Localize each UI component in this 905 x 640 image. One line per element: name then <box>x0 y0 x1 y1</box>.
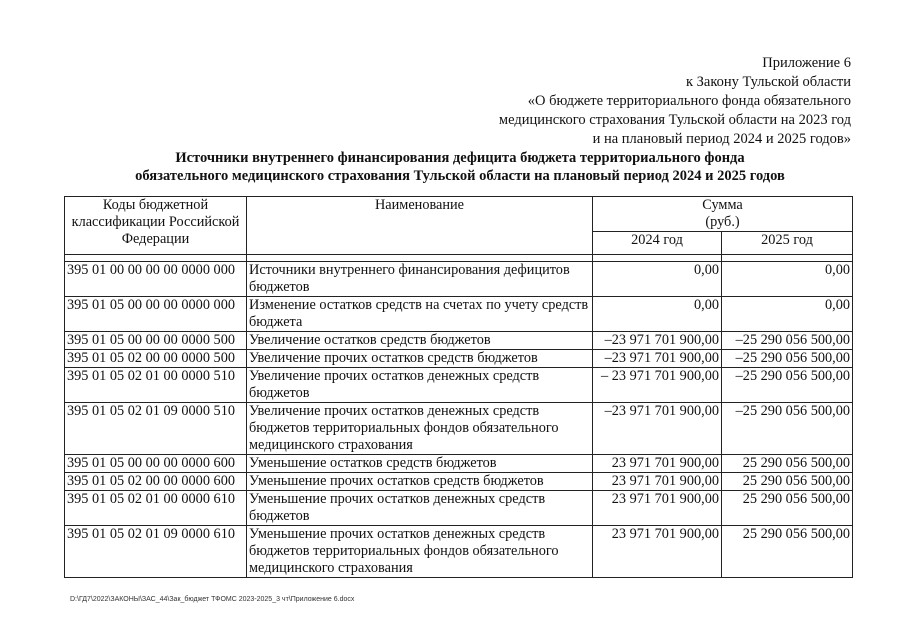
table-row <box>65 297 853 332</box>
financing-sources-table <box>64 196 853 578</box>
row-amount-2025: 25 290 056 500,00 <box>722 473 853 491</box>
spacer-cell <box>65 255 247 262</box>
appendix-line: и на плановый период 2024 и 2025 годов» <box>592 131 851 147</box>
row-amount-2025: –25 290 056 500,00 <box>722 368 853 403</box>
row-name: Увеличение остатков средств бюджетов <box>247 332 593 350</box>
row-amount-2024: 23 971 701 900,00 <box>593 473 722 491</box>
row-code: 395 01 05 02 01 09 0000 510 <box>65 403 247 455</box>
row-amount-2024: 23 971 701 900,00 <box>593 455 722 473</box>
row-amount-2025: –25 290 056 500,00 <box>722 403 853 455</box>
row-name: Увеличение прочих остатков денежных средств бюджетов территориальных фондов обязательного медицинского страхования <box>247 403 593 455</box>
table-row <box>65 262 853 297</box>
row-code: 395 01 05 00 00 00 0000 000 <box>65 297 247 332</box>
row-code: 395 01 05 02 00 00 0000 500 <box>65 350 247 368</box>
table-row <box>65 526 853 578</box>
row-code: 395 01 00 00 00 00 0000 000 <box>65 262 247 297</box>
row-amount-2024: –23 971 701 900,00 <box>593 350 722 368</box>
header-year-2025: 2025 год <box>722 232 853 255</box>
file-path-footer: D:\ГД7\2022\ЗАКОНЫ\ЗАС_44\Зак_бюджет ТФОМС 2023-2025_3 чт\Приложение 6.docx <box>70 596 355 603</box>
header-code: Коды бюджетной классификации Российской Федерации <box>65 197 247 255</box>
appendix-line: «О бюджете территориального фонда обязательного <box>527 93 851 109</box>
table-row <box>65 491 853 526</box>
row-code: 395 01 05 00 00 00 0000 500 <box>65 332 247 350</box>
spacer-cell <box>722 255 853 262</box>
row-name: Уменьшение остатков средств бюджетов <box>247 455 593 473</box>
header-name: Наименование <box>247 197 593 255</box>
table-row <box>65 403 853 455</box>
row-code: 395 01 05 02 00 00 0000 600 <box>65 473 247 491</box>
appendix-line: к Закону Тульской области <box>685 74 851 90</box>
row-amount-2025: –25 290 056 500,00 <box>722 332 853 350</box>
row-code: 395 01 05 02 01 00 0000 510 <box>65 368 247 403</box>
row-amount-2024: 0,00 <box>593 262 722 297</box>
row-amount-2025: 0,00 <box>722 297 853 332</box>
row-amount-2024: – 23 971 701 900,00 <box>593 368 722 403</box>
row-amount-2025: –25 290 056 500,00 <box>722 350 853 368</box>
appendix-line: медицинского страхования Тульской области на 2023 год <box>498 112 851 128</box>
header-spacer <box>65 255 853 262</box>
table-row <box>65 473 853 491</box>
appendix-line: Приложение 6 <box>762 55 851 71</box>
spacer-cell <box>593 255 722 262</box>
row-amount-2025: 25 290 056 500,00 <box>722 455 853 473</box>
spacer-cell <box>247 255 593 262</box>
row-name: Источники внутреннего финансирования дефицитов бюджетов <box>247 262 593 297</box>
row-amount-2025: 0,00 <box>722 262 853 297</box>
table-row <box>65 332 853 350</box>
title-line-1: Источники внутреннего финансирования дефицита бюджета территориального фонда <box>175 150 745 166</box>
table-row <box>65 455 853 473</box>
row-code: 395 01 05 00 00 00 0000 600 <box>65 455 247 473</box>
row-name: Увеличение прочих остатков средств бюджетов <box>247 350 593 368</box>
table-row <box>65 368 853 403</box>
header-sum-label: Сумма <box>702 197 743 213</box>
row-code: 395 01 05 02 01 00 0000 610 <box>65 491 247 526</box>
row-amount-2024: 0,00 <box>593 297 722 332</box>
row-amount-2024: 23 971 701 900,00 <box>593 491 722 526</box>
row-code: 395 01 05 02 01 09 0000 610 <box>65 526 247 578</box>
row-name: Уменьшение прочих остатков денежных средств бюджетов территориальных фондов обязательного медицинского страхования <box>247 526 593 578</box>
header-sum-unit: (руб.) <box>705 214 740 230</box>
appendix-header <box>431 54 851 149</box>
document-title <box>70 149 850 185</box>
table-row <box>65 350 853 368</box>
row-name: Увеличение прочих остатков денежных средств бюджетов <box>247 368 593 403</box>
title-line-2: обязательного медицинского страхования Тульской области на плановый период 2024 и 2025 годов <box>135 168 785 184</box>
row-amount-2024: –23 971 701 900,00 <box>593 332 722 350</box>
row-name: Уменьшение прочих остатков средств бюджетов <box>247 473 593 491</box>
row-name: Уменьшение прочих остатков денежных средств бюджетов <box>247 491 593 526</box>
header-sum <box>593 197 853 232</box>
row-amount-2025: 25 290 056 500,00 <box>722 526 853 578</box>
row-amount-2025: 25 290 056 500,00 <box>722 491 853 526</box>
row-amount-2024: 23 971 701 900,00 <box>593 526 722 578</box>
row-name: Изменение остатков средств на счетах по учету средств бюджета <box>247 297 593 332</box>
header-year-2024: 2024 год <box>593 232 722 255</box>
row-amount-2024: –23 971 701 900,00 <box>593 403 722 455</box>
